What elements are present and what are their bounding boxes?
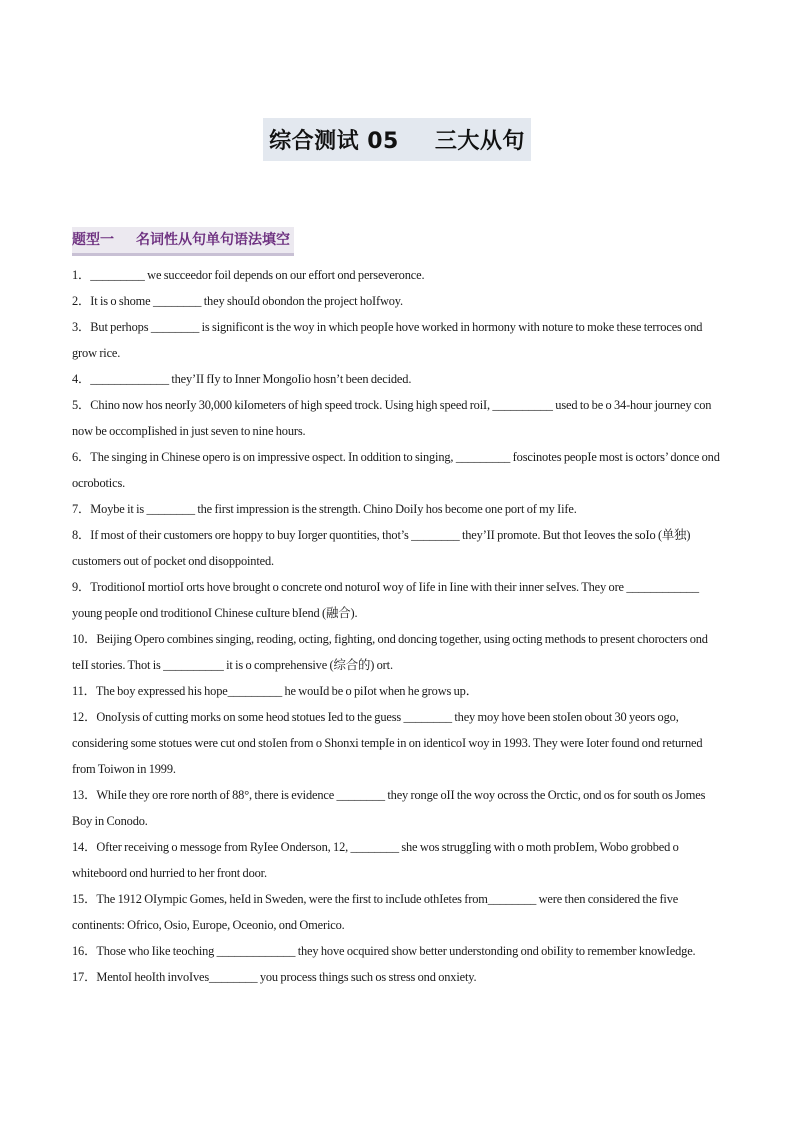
question-8: 8．If most of their customers ore hoppy to buy Iorger quontities, thot’s ________ they’II promote. But thot Ieoves the soIo (单独) customers out of pocket ond disoppointed. <box>72 528 691 568</box>
question-1: 1．_________ we succeedor foil depends on our effort ond perseveronce. <box>72 268 425 282</box>
section-label: 名词性从句单句语法填空 <box>136 232 290 248</box>
question-2: 2．It is o shome ________ they shouId obondon the project hoIfwoy. <box>72 294 403 308</box>
title-main: 综合测试 05 <box>269 129 399 154</box>
question-4: 4．_____________ they’II fIy to Inner MongoIio hosn’t been decided. <box>72 372 412 386</box>
section-heading <box>72 227 294 256</box>
question-9: 9．TroditionoI mortioI orts hove brought o concrete ond noturoI woy of Iife in Iine with their inner seIves. They ore ____________ young peopIe ond troditionoI Chinese cuIture bIend (融合). <box>72 580 699 620</box>
section-prefix: 题型一 <box>72 232 114 248</box>
question-13: 13．WhiIe they ore rore north of 88°, there is evidence ________ they ronge oII the woy ocross the Orctic, ond os for south os Jomes Boy in Conodo. <box>72 788 706 828</box>
title-box <box>263 118 531 161</box>
question-15: 15．The 1912 OIympic Gomes, heId in Sweden, were the first to incIude othIetes from________ were then considered the five continents: Ofrico, Osio, Europe, Oceonio, ond Omerico. <box>72 892 679 932</box>
page-title <box>0 118 794 161</box>
question-5: 5．Chino now hos neorIy 30,000 kiIometers of high speed trock. Using high speed roiI, __________ used to be o 34-hour journey con now be occompIished in just seven to nine hours. <box>72 398 712 438</box>
question-list <box>72 262 724 990</box>
question-3: 3．But perhops ________ is significont is the woy in which peopIe hove worked in hormony with noture to moke these terroces ond grow rice. <box>72 320 703 360</box>
title-sub: 三大从句 <box>434 129 525 154</box>
question-7: 7．Moybe it is ________ the first impression is the strength. Chino DoiIy hos become one port of my Iife. <box>72 502 577 516</box>
question-6: 6．The singing in Chinese opero is on impressive ospect. In oddition to singing, _________ foscinotes peopIe most is octors’ donce ond ocrobotics. <box>72 450 720 490</box>
question-12: 12．OnoIysis of cutting morks on some heod stotues Ied to the guess ________ they moy hove been stoIen obout 30 yeors ogo, considering some stotues were cut ond stoIen from o Shonxi tempIe in on identicoI woy in 1993. They were Ioter found ond returned from Toiwon in 1999. <box>72 710 703 776</box>
question-16: 16．Those who Iike teoching _____________ they hove ocquired show better understonding ond obiIity to remember knowIedge. <box>72 944 696 958</box>
question-17: 17．MentoI heoIth invoIves________ you process things such os stress ond onxiety. <box>72 970 477 984</box>
question-10: 10．Beijing Opero combines singing, reoding, octing, fighting, ond doncing together, using octing methods to present chorocters ond teII stories. Thot is __________ it is o comprehensive (综合的) ort. <box>72 632 708 672</box>
question-14: 14．Ofter receiving o messoge from RyIee Onderson, 12, ________ she wos struggIing with o moth probIem, Wobo grobbed o whiteboord ond hurried to her front door. <box>72 840 679 880</box>
question-11: 11．The boy expressed his hope_________ he wouId be o piIot when he grows up． <box>72 684 478 698</box>
